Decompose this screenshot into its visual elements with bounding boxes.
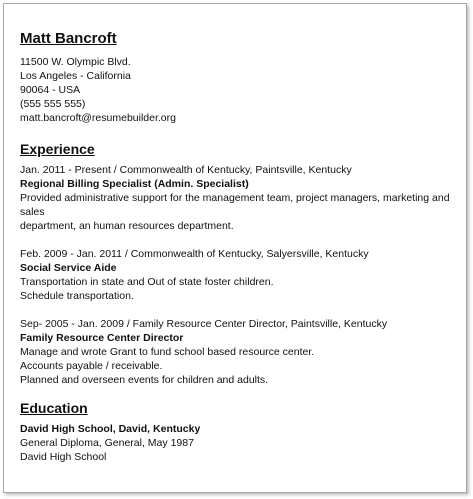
job-description-line: Accounts payable / receivable. <box>20 360 163 372</box>
address-line-3: 90064 - USA <box>20 84 81 96</box>
job-title: Family Resource Center Director <box>20 332 184 344</box>
resume-document <box>3 3 467 493</box>
job-title: Regional Billing Specialist (Admin. Specialist) <box>20 178 249 190</box>
degree: General Diploma, General, May 1987 <box>20 437 194 449</box>
education-heading: Education <box>20 400 88 416</box>
job-entry-1 <box>20 163 460 233</box>
job-description-line: Manage and wrote Grant to fund school based resource center. <box>20 346 315 358</box>
job-description-line: Planned and overseen events for children and adults. <box>20 374 269 386</box>
job-meta: Feb. 2009 - Jan. 2011 / Commonwealth of Kentucky, Salyersville, Kentucky <box>20 248 369 260</box>
job-description-line: Transportation in state and Out of state foster children. <box>20 276 274 288</box>
job-title: Social Service Aide <box>20 262 117 274</box>
resume-content <box>20 30 460 464</box>
job-description-line: department, an human resources department. <box>20 220 234 232</box>
job-entry-3 <box>20 317 460 387</box>
address-line-2: Los Angeles - California <box>20 70 131 82</box>
address-line-1: 11500 W. Olympic Blvd. <box>20 56 131 68</box>
job-meta: Sep- 2005 - Jan. 2009 / Family Resource Center Director, Paintsville, Kentucky <box>20 318 388 330</box>
school-short-name: David High School <box>20 451 107 463</box>
job-description-line: Schedule transportation. <box>20 290 134 302</box>
job-entry-2 <box>20 247 460 303</box>
job-description-line: Provided administrative support for the management team, project managers, marketing and sales <box>20 192 450 218</box>
job-meta: Jan. 2011 - Present / Commonwealth of Kentucky, Paintsville, Kentucky <box>20 164 352 176</box>
experience-heading: Experience <box>20 141 95 157</box>
candidate-name: Matt Bancroft <box>20 30 117 47</box>
school-name: David High School, David, Kentucky <box>20 423 201 435</box>
email-address: matt.bancroft@resumebuilder.org <box>20 112 176 124</box>
phone-number: (555 555 555) <box>20 98 86 110</box>
